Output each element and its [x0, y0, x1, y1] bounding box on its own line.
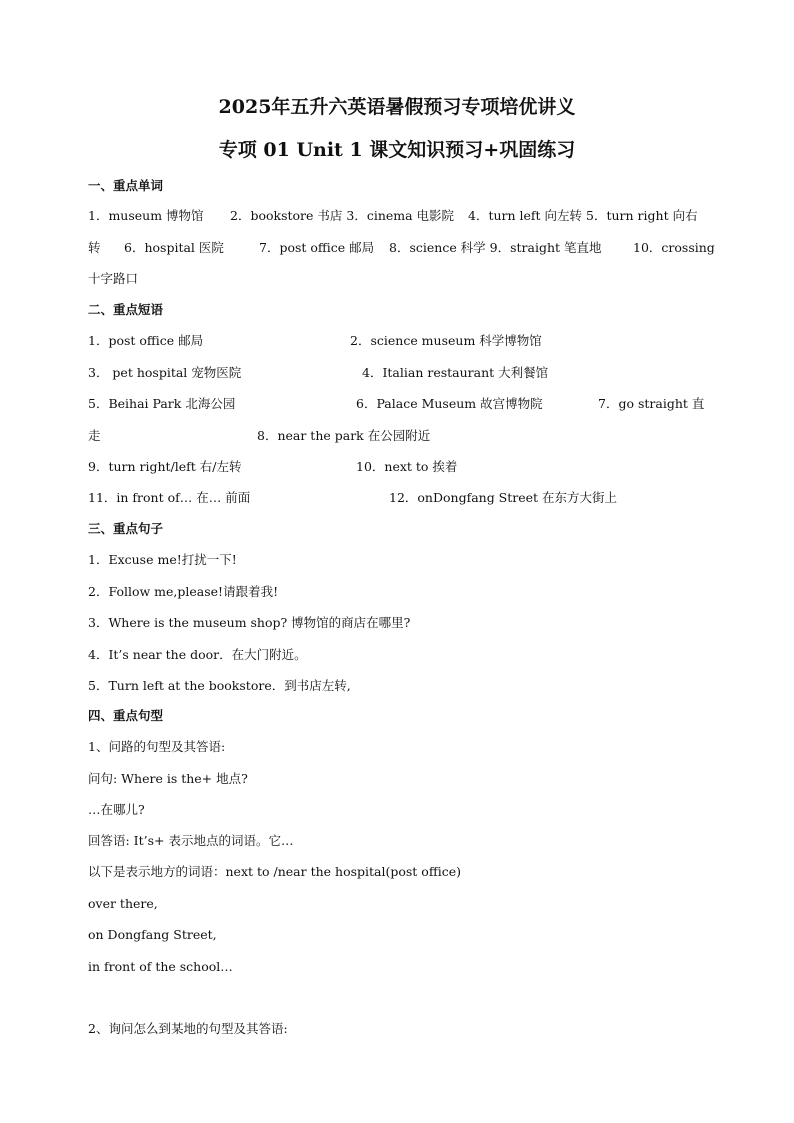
sentence-item: 3．Where is the museum shop? 博物馆的商店在哪里?	[88, 615, 411, 630]
pattern-line: 以下是表示地方的词语：next to /near the hospital(post office)	[88, 864, 461, 879]
section-heading-sentences: 三、重点句子	[88, 521, 164, 536]
pattern-line: …在哪儿?	[88, 802, 145, 817]
phrase-item: 2．science museum 科学博物馆	[350, 333, 542, 348]
phrase-item: 走	[88, 428, 101, 443]
section-heading-words: 一、重点单词	[88, 178, 164, 193]
document-subtitle: 专项 01 Unit 1 课文知识预习+巩固练习	[218, 139, 576, 161]
word-item: 转	[88, 240, 101, 255]
word-item: 2．bookstore 书店 3．cinema 电影院	[230, 208, 455, 223]
phrase-item: 8．near the park 在公园附近	[257, 428, 431, 443]
phrase-item: 6．Palace Museum 故宫博物院	[356, 396, 543, 411]
word-item: 8．science 科学 9．straight 笔直地	[389, 240, 602, 255]
pattern-line: over there,	[88, 896, 158, 911]
word-item: 4．turn left 向左转 5．turn right 向右	[468, 208, 698, 223]
phrase-item: 7．go straight 直	[598, 396, 705, 411]
word-item: 7．post office 邮局	[259, 240, 375, 255]
word-item: 十字路口	[88, 271, 139, 286]
document-title: 2025年五升六英语暑假预习专项培优讲义	[218, 96, 576, 118]
phrase-item: 9．turn right/left 右/左转	[88, 459, 242, 474]
sentence-item: 1．Excuse me!打扰一下!	[88, 552, 237, 567]
word-item: 6．hospital 医院	[124, 240, 224, 255]
section-heading-phrases: 二、重点短语	[88, 302, 164, 317]
phrase-item: 1．post office 邮局	[88, 333, 204, 348]
sentence-item: 4．It’s near the door．在大门附近。	[88, 647, 307, 662]
pattern-line: 回答语: It’s+ 表示地点的词语。它…	[88, 833, 294, 848]
section-heading-patterns: 四、重点句型	[88, 708, 164, 723]
phrase-item: 10．next to 挨着	[356, 459, 458, 474]
word-item: 1．museum 博物馆	[88, 208, 204, 223]
phrase-item: 4．Italian restaurant 大利餐馆	[362, 365, 549, 380]
phrase-item: 11．in front of… 在… 前面	[88, 490, 251, 505]
pattern-line: 1、问路的句型及其答语:	[88, 739, 226, 754]
phrase-item: 3． pet hospital 宠物医院	[88, 365, 242, 380]
pattern-subheading: 2、询问怎么到某地的句型及其答语:	[88, 1021, 288, 1036]
phrase-item: 12．onDongfang Street 在东方大街上	[389, 490, 618, 505]
sentence-item: 5．Turn left at the bookstore．到书店左转,	[88, 678, 351, 693]
pattern-line: in front of the school…	[88, 959, 233, 974]
sentence-item: 2．Follow me,please!请跟着我!	[88, 584, 279, 599]
pattern-line: 问句: Where is the+ 地点?	[88, 771, 248, 786]
word-item: 10．crossing	[633, 240, 715, 255]
pattern-line: on Dongfang Street,	[88, 927, 217, 942]
phrase-item: 5．Beihai Park 北海公园	[88, 396, 236, 411]
